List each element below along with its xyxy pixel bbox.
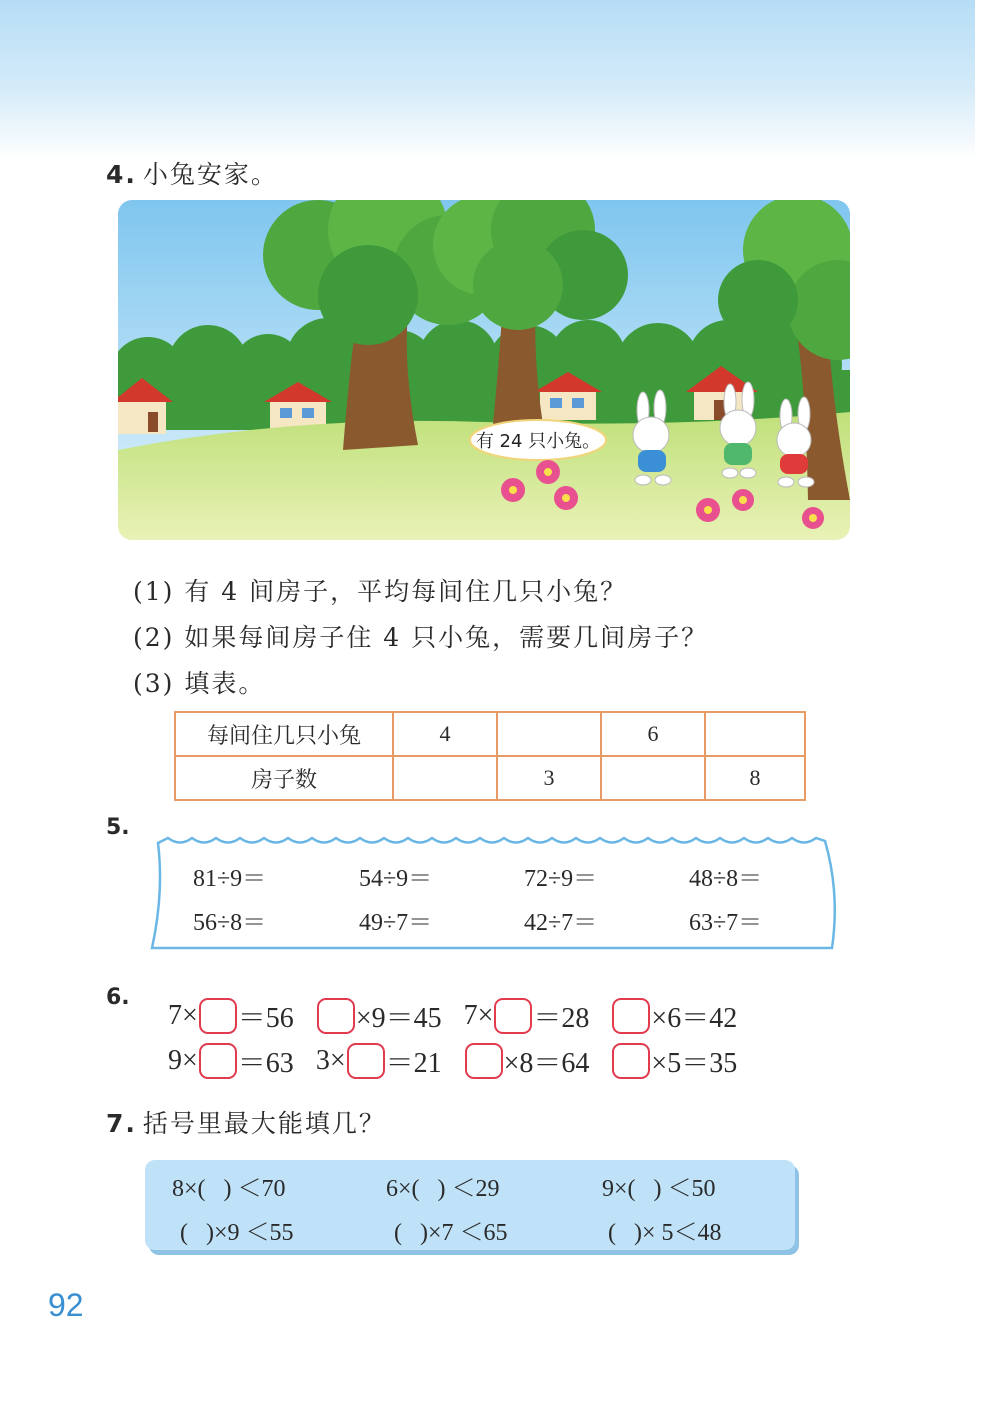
answer-blank[interactable] [465, 1043, 503, 1079]
expr-after: ×6＝42 [651, 1003, 738, 1034]
table-row-label: 房子数 [175, 756, 393, 800]
page-number: 92 [48, 1287, 84, 1323]
speech-text: 有 24 只小兔。 [475, 431, 601, 452]
header-band [0, 0, 975, 160]
division-equation: 49÷7＝ [359, 910, 433, 936]
table-cell[interactable] [393, 756, 497, 800]
division-equation: 81÷9＝ [193, 866, 267, 892]
answer-blank[interactable] [317, 998, 355, 1034]
blank-row-2 [168, 1041, 737, 1081]
table-row-label: 每间住几只小兔 [175, 712, 393, 756]
division-equation: 54÷9＝ [359, 866, 433, 892]
rabbit-scene-illustration [118, 200, 850, 540]
table-cell[interactable]: 8 [705, 756, 805, 800]
table-cell[interactable] [705, 712, 805, 756]
table-cell[interactable]: 6 [601, 712, 705, 756]
expr-after: ×5＝35 [651, 1048, 738, 1079]
question-4-sub-2: (2) 如果每间房子住 4 只小兔，需要几间房子？ [133, 623, 709, 652]
answer-blank[interactable] [199, 1043, 237, 1079]
question-7-heading [106, 1104, 386, 1140]
scene-svg [118, 200, 850, 540]
question-7-number: 7. [106, 1109, 137, 1138]
division-equation: 72÷9＝ [524, 866, 598, 892]
table-cell[interactable]: 4 [393, 712, 497, 756]
expr-before: 7× [463, 1000, 494, 1031]
question-4-heading [106, 155, 278, 191]
expr-after: ＝28 [533, 1003, 590, 1034]
question-6-number: 6. [106, 985, 130, 1010]
expr-after: ×8＝64 [503, 1048, 590, 1079]
table-row [175, 712, 805, 756]
inequality-item: ( )×9 ＜55 [180, 1220, 294, 1246]
question-5-number: 5. [106, 815, 130, 840]
table-cell[interactable] [601, 756, 705, 800]
expr-after: ＝21 [385, 1048, 442, 1079]
table-cell[interactable] [497, 712, 601, 756]
answer-blank[interactable] [612, 1043, 650, 1079]
division-equation: 56÷8＝ [193, 910, 267, 936]
answer-blank[interactable] [612, 998, 650, 1034]
table-row [175, 756, 805, 800]
table-cell[interactable]: 3 [497, 756, 601, 800]
question-7-title: 括号里最大能填几？ [142, 1109, 386, 1138]
answer-blank[interactable] [347, 1043, 385, 1079]
division-equation: 63÷7＝ [689, 910, 763, 936]
question-4-sub-3: (3) 填表。 [133, 669, 266, 698]
answer-blank[interactable] [199, 998, 237, 1034]
division-equation: 42÷7＝ [524, 910, 598, 936]
question-4-sub-1: (1) 有 4 间房子，平均每间住几只小兔？ [133, 577, 628, 606]
inequality-item: ( )× 5＜48 [608, 1220, 722, 1246]
expr-before: 9× [168, 1045, 198, 1076]
inequality-item: 8×( ) ＜70 [172, 1176, 286, 1202]
question-4-title: 小兔安家。 [142, 160, 278, 189]
expr-after: ×9＝45 [355, 1003, 442, 1034]
fill-table [174, 711, 806, 801]
inequality-item: ( )×7 ＜65 [394, 1220, 508, 1246]
inequality-item: 6×( ) ＜29 [386, 1176, 500, 1202]
expr-after: ＝63 [237, 1048, 294, 1079]
blank-row-1 [168, 996, 737, 1036]
expr-after: ＝56 [237, 1003, 294, 1034]
inequality-item: 9×( ) ＜50 [602, 1176, 716, 1202]
question-4-number: 4. [106, 160, 137, 189]
division-equation: 48÷8＝ [689, 866, 763, 892]
answer-blank[interactable] [494, 998, 532, 1034]
expr-before: 3× [315, 1045, 346, 1076]
expr-before: 7× [168, 1000, 198, 1031]
